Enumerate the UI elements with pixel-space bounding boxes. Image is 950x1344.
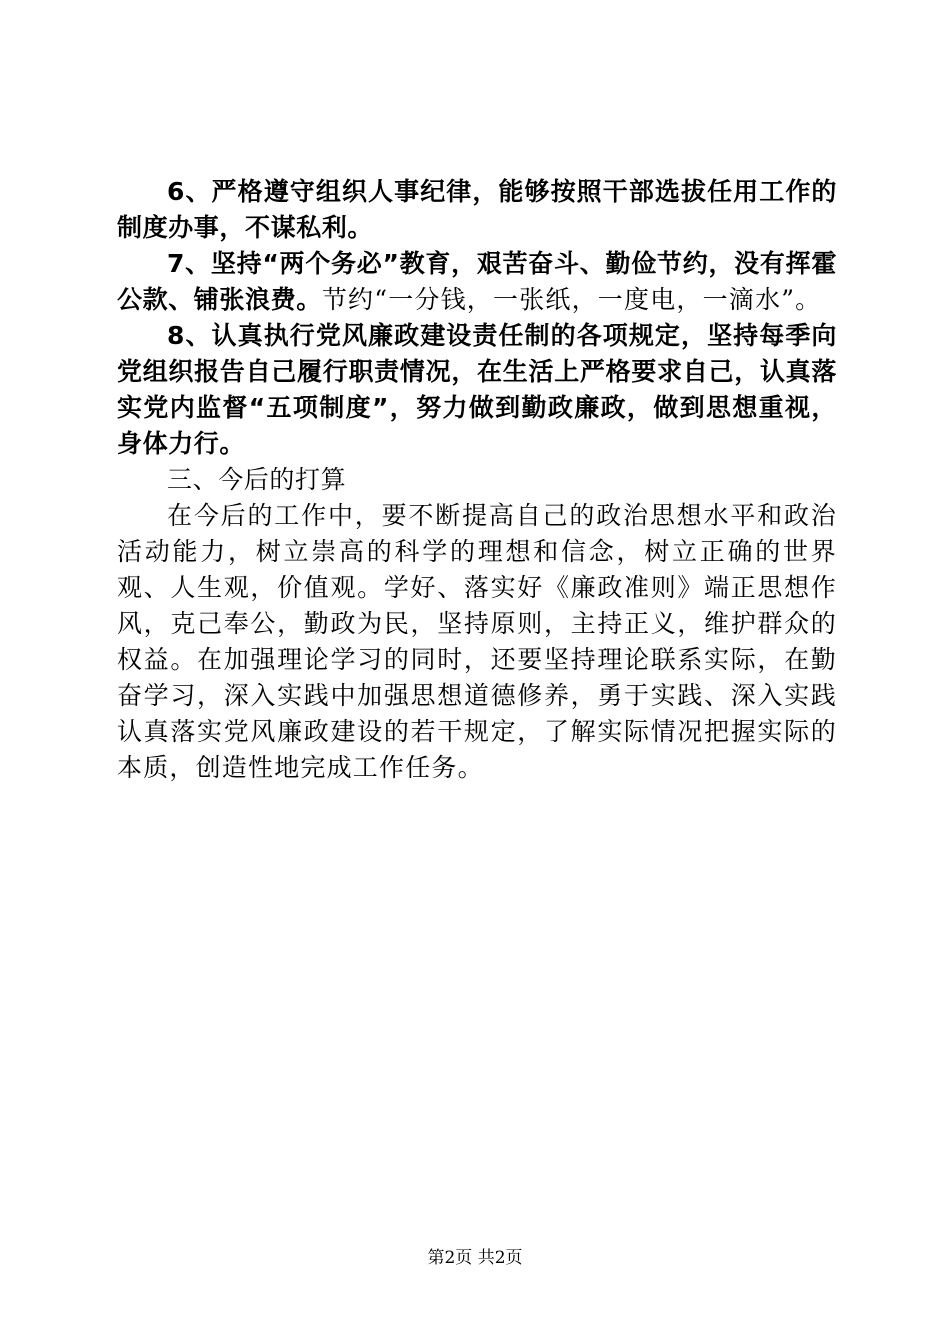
paragraph-item-7-plain-text: 节约“一分钱，一张纸，一度电，一滴水”。 xyxy=(321,285,822,314)
closing-paragraph: 在今后的工作中，要不断提高自己的政治思想水平和政治活动能力，树立崇高的科学的理想和信念，树立正确的世界观、人生观，价值观。学好、落实好《廉政准则》端正思想作风，克己奉公，勤政为民，坚持原则，主持正义，维护群众的权益。在加强理论学习的同时，还要坚持理论联系实际，在勤奋学习，深入实践中加强思想道德修养，勇于实践、深入实践认真落实党风廉政建设的若干规定，了解实际情况把握实际的本质，创造性地完成工作任务。 xyxy=(117,501,837,782)
paragraph-item-7 xyxy=(117,246,837,318)
paragraph-item-6: 6、严格遵守组织人事纪律，能够按照干部选拔任用工作的制度办事，不谋私利。 xyxy=(117,177,837,242)
paragraph-item-7-bold-text: 7、坚持“两个务必”教育，艰苦奋斗、勤俭节约，没有挥霍公款、铺张浪费。 xyxy=(117,249,837,314)
page-footer: 第2页 共2页 xyxy=(427,1248,523,1268)
document-body xyxy=(117,174,837,786)
paragraph-item-8: 8、认真执行党风廉政建设责任制的各项规定，坚持每季向党组织报告自己履行职责情况，在生活上严格要求自己，认真落实党内监督“五项制度”，努力做到勤政廉政，做到思想重视，身体力行。 xyxy=(117,321,837,458)
section-heading: 三、今后的打算 xyxy=(167,465,347,494)
